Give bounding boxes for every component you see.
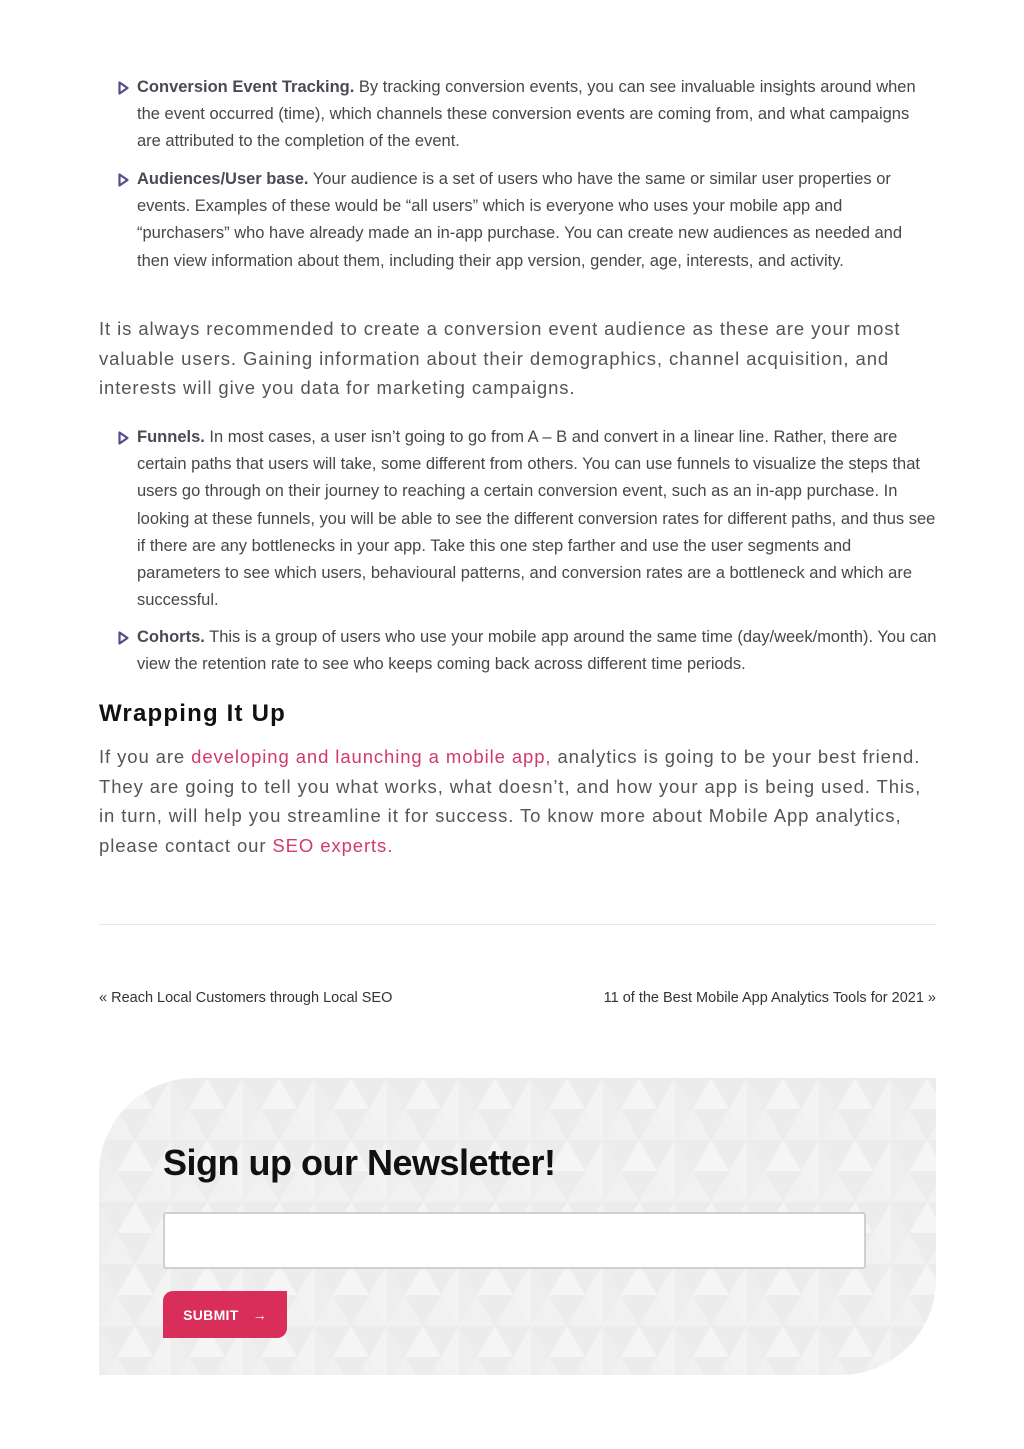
arrow-right-icon: →	[252, 1306, 267, 1323]
list-item-text: Your audience is a set of users who have the same or similar user properties or events. Examples of these would be “all users” which is everyone who uses your mobile app and “purchasers” who have already made an in-app purchase. You can create new audiences as needed and then view information about them, including their app version, gender, age, interests, and activity.	[137, 170, 903, 270]
paragraph-audience: It is always recommended to create a conversion event audience as these are your most valuable users. Gaining information about their demographics, channel acquisition, and interests will give you data for marketing campaigns.	[99, 318, 901, 399]
submit-button-label: SUBMIT	[183, 1306, 239, 1323]
list-item-title: Funnels.	[137, 428, 205, 446]
list-item	[137, 624, 937, 678]
wrap-intro-text: If you are	[99, 746, 192, 767]
next-post-link[interactable]: 11 of the Best Mobile App Analytics Tools for 2021 »	[603, 990, 936, 1006]
seo-experts-link[interactable]: SEO experts.	[272, 835, 394, 857]
wrap-body-text: analytics is going to be your best friend. They are going to tell you what works, what doesn’t, and how your app is being used. This, in turn, will help you streamline it for success. To know more about Mobile App analytics, please contact our	[99, 746, 922, 857]
list-item-text: By tracking conversion events, you can see invaluable insights around when the event occurred (time), which channels these conversion events are coming from, and what campaigns are attributed to the completion of the event.	[137, 78, 916, 151]
list-item-title: Audiences/User base.	[137, 170, 309, 188]
submit-button[interactable]	[163, 1291, 287, 1338]
list-item-text: In most cases, a user isn’t going to go from A – B and convert in a linear line. Rather, there are certain paths that users will take, some different from others. You can use funnels to visualize the steps that users go through on their journey to reaching a certain conversion event, such as an in-app purchase. In looking at these funnels, you will be able to see the different conversion rates for different paths, and thus see if there are any bottlenecks in your app. Take this one step farther and use the user segments and parameters to see which users, behavioural patterns, and conversion rates are a bottleneck and which are successful.	[137, 428, 936, 610]
newsletter-email-input[interactable]	[163, 1212, 866, 1269]
triangle-bullet-icon	[118, 81, 129, 95]
triangle-bullet-icon	[118, 631, 129, 645]
newsletter-title: Sign up our Newsletter!	[163, 1142, 556, 1183]
list-item-title: Cohorts.	[137, 628, 205, 646]
list-item-title: Conversion Event Tracking.	[137, 78, 355, 96]
previous-post-link[interactable]: « Reach Local Customers through Local SEO	[99, 990, 393, 1006]
list-item	[137, 166, 937, 275]
paragraph-wrap-up	[99, 742, 939, 861]
list-item	[137, 74, 937, 156]
list-item-text: This is a group of users who use your mobile app around the same time (day/week/month). You can view the retention rate to see who keeps coming back across different time periods.	[137, 628, 937, 674]
list-item	[137, 424, 937, 614]
section-heading: Wrapping It Up	[99, 700, 287, 727]
triangle-bullet-icon	[118, 431, 129, 445]
mobile-app-development-link[interactable]: developing and launching a mobile app,	[191, 746, 552, 767]
triangle-bullet-icon	[118, 173, 129, 187]
newsletter-signup	[99, 1078, 936, 1375]
section-divider	[99, 924, 936, 925]
